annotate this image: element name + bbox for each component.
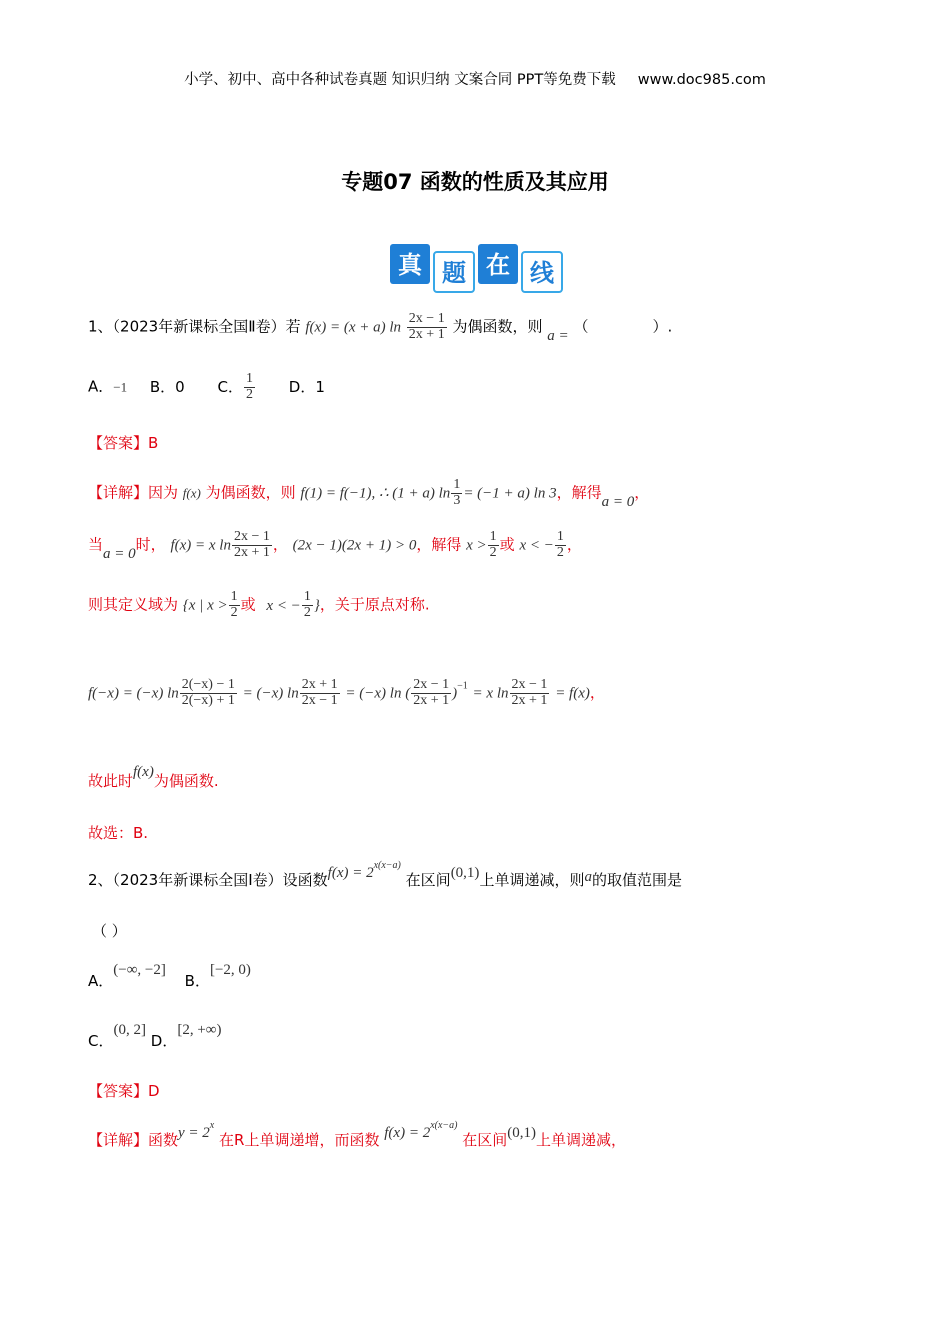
q1-option-c[interactable]: C．: [217, 377, 243, 396]
banner-graphic: [388, 240, 563, 296]
q2-option-b[interactable]: B．: [184, 972, 210, 990]
q1-expr: f(x) = (x + a) ln: [305, 319, 402, 336]
q1-option-a-value: −1: [113, 379, 128, 395]
q2-option-b-value: [−2, 0): [209, 962, 251, 978]
q1-text: 为偶函数，则: [452, 317, 543, 336]
q1-detail-3: 则其定义域为 {x | x > $\frac{1}{2}$ 或 x < − $\frac{1}{2}$ }，关于原点对称.: [88, 589, 430, 620]
q1-option-b[interactable]: B．0: [149, 377, 185, 396]
q2-stem: 2、（2023年新课标全国Ⅰ卷）设函数$f(x) = 2^{x(x-a)}$ 在区间(0,1)上单调递减，则a的取值范围是: [88, 860, 682, 889]
q2-options-ab: [88, 958, 251, 990]
q2-option-c-value: (0, 2]: [113, 1022, 146, 1038]
banner-char-3: 在: [486, 251, 510, 279]
q1-fraction: $\frac{2x - 1}{2x + 1}$: [408, 311, 445, 342]
q2-option-a[interactable]: A．: [88, 972, 114, 990]
q1-options: [88, 372, 325, 402]
q1-option-d[interactable]: D．1: [288, 377, 325, 396]
q1-stem: [88, 312, 672, 342]
q1-option-a[interactable]: A．: [88, 377, 114, 396]
q1-detail-6: 故选：B.: [88, 824, 149, 842]
banner-zhenti-zaixian: [388, 240, 563, 296]
banner-char-1: 真: [398, 251, 422, 279]
q1-option-c-value: $\frac{1}{2}$: [246, 371, 253, 402]
q2-detail-1: 【详解】函数$y = 2^x$ 在R上单调递增，而函数 $f(x) = 2^{x(x-a)}$ 在区间(0,1)上单调递减，: [88, 1120, 627, 1149]
page-header: [0, 68, 950, 89]
header-url[interactable]: www.doc985.com: [637, 72, 766, 88]
q1-source: （2023年新课标全国Ⅱ卷）若: [112, 317, 301, 336]
q1-detail-2: 当a = 0时， f(x) = x ln $\frac{2x - 1}{2x + 1}$ ， (2x − 1)(2x + 1) > 0，解得 x > $\frac{1}{2}$ 或 x < − $\frac{1}{2}$ ，: [88, 529, 582, 562]
q2-options-cd: [88, 1018, 222, 1050]
header-text: 小学、初中、高中各种试卷真题 知识归纳 文案合同 PPT等免费下载: [184, 72, 616, 88]
q2-option-d-value: [2, +∞): [177, 1022, 222, 1038]
q2-source: （2023年新课标全国Ⅰ卷）设函数: [112, 871, 328, 889]
q2-answer: 【答案】D: [88, 1082, 160, 1100]
q1-d1-eq: f(1) = f(−1), ∴ (1 + a) ln: [300, 485, 451, 502]
q1-detail-1: 【详解】因为 f(x) 为偶函数，则 f(1) = f(−1), ∴ (1 + a) ln $\frac{1}{3}$ = (−1 + a) ln 3，解得a = 0，: [88, 477, 650, 510]
q2-option-a-value: (−∞, −2]: [113, 962, 166, 978]
q1-d1-fx: f(x): [182, 485, 201, 501]
q1-paren-close: ）.: [652, 317, 673, 336]
q2-option-d[interactable]: D．: [150, 1032, 178, 1050]
page-title: 专题07 函数的性质及其应用: [341, 170, 609, 194]
q1-d1-a0: a = 0: [601, 493, 635, 510]
q2-paren: （ ）: [92, 922, 127, 940]
q1-answer: 【答案】B: [88, 434, 159, 452]
q1-detail-4: f(−x) = (−x) ln $\frac{2(-x) - 1}{2(-x) + 1}$ = (−x) ln $\frac{2x + 1}{2x - 1}$ = (−x) ln ( $\frac{2x - 1}{2x + 1}$ )$^{-1}$ = x ln $\frac{2x - 1}{2x + 1}$ = f(x)，: [88, 677, 605, 708]
banner-char-4: 线: [530, 259, 554, 287]
q2-option-c[interactable]: C．: [88, 1032, 114, 1050]
q1-var: a =: [547, 327, 569, 344]
q2-number: 2、: [88, 871, 113, 889]
q1-paren-open: （: [573, 317, 589, 336]
q1-number: 1、: [88, 317, 113, 336]
banner-char-2: 题: [442, 259, 466, 287]
q1-detail-5: 故此时f(x)为偶函数.: [88, 764, 219, 790]
